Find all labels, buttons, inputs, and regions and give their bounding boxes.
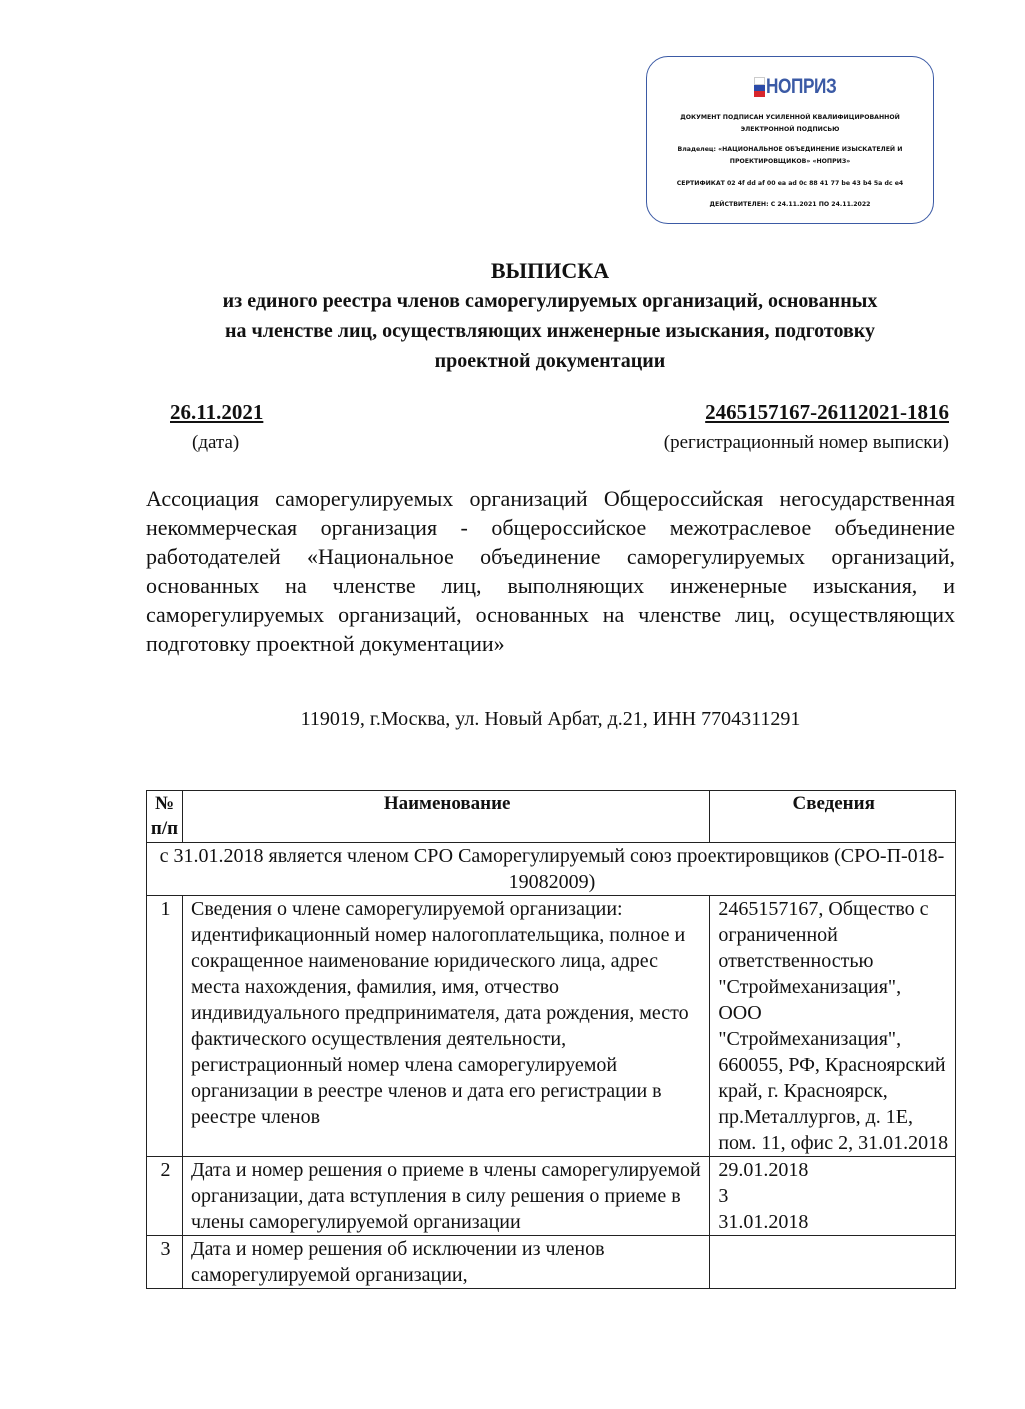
signature-stamp bbox=[646, 56, 934, 224]
decision-number: 3 bbox=[718, 1185, 729, 1207]
document-title bbox=[120, 256, 980, 376]
nopriz-logo bbox=[754, 74, 852, 100]
logo-text: НОПРИЗ bbox=[766, 75, 837, 98]
stamp-certificate: СЕРТИФИКАТ 02 4f dd af 00 ea ad 0c 88 41 77 be 43 b4 5a dc e4 bbox=[676, 180, 904, 187]
organization-name: Ассоциация саморегулируемых организаций Общероссийская негосударственная некоммерческая организация - общероссийское межотраслевое объединение работодателей «Национальное объединение саморегулируемых организаций, основанных на членстве лиц, выполняющих инженерные изыскания, и саморегулируемых организаций, основанных на членстве лиц, осуществляющих подготовку проектной документации» bbox=[146, 486, 955, 656]
title-main: ВЫПИСКА bbox=[490, 258, 610, 283]
header-info: Сведения bbox=[710, 791, 956, 843]
membership-text: с 31.01.2018 является членом СРО Саморегулируемый союз проектировщиков (СРО-П-018-19082009) bbox=[147, 843, 956, 896]
header-name: Наименование bbox=[183, 791, 710, 843]
decision-date: 29.01.2018 bbox=[718, 1159, 809, 1181]
organization-address: 119019, г.Москва, ул. Новый Арбат, д.21, ИНН 7704311291 bbox=[300, 708, 801, 730]
registry-table bbox=[146, 790, 956, 1289]
effective-date: 31.01.2018 bbox=[718, 1211, 809, 1233]
row-number: 1 bbox=[147, 896, 183, 1157]
row-number: 2 bbox=[147, 1157, 183, 1236]
table-row bbox=[147, 1236, 956, 1289]
title-line-1: из единого реестра членов саморегулируемых организаций, основанных bbox=[222, 290, 878, 312]
flag-icon bbox=[754, 77, 765, 97]
stamp-line-2: ЭЛЕКТРОННОЙ ПОДПИСЬЮ bbox=[740, 126, 840, 133]
header-num: № п/п bbox=[147, 791, 183, 843]
title-line-3: проектной документации bbox=[434, 350, 666, 372]
stamp-validity: ДЕЙСТВИТЕЛЕН: С 24.11.2021 ПО 24.11.2022 bbox=[709, 201, 871, 208]
date-caption: (дата) bbox=[192, 432, 240, 453]
table-row bbox=[147, 1157, 956, 1236]
row-name: Дата и номер решения о приеме в члены саморегулируемой организации, дата вступления в силу решения о приеме в члены саморегулируемой организации bbox=[183, 1157, 710, 1236]
stamp-owner-line-1: Владелец: «НАЦИОНАЛЬНОЕ ОБЪЕДИНЕНИЕ ИЗЫСКАТЕЛЕЙ И bbox=[677, 146, 903, 153]
row-name: Сведения о члене саморегулируемой организации: идентификационный номер налогоплательщика, полное и сокращенное наименование юридического лица, адрес места нахождения, фамилия, имя, отчество индивидуального предпринимателя, дата рождения, место фактического осуществления деятельности, регистрационный номер члена саморегулируемой организации в реестре членов и дата его регистрации в реестре членов bbox=[183, 896, 710, 1157]
row-info bbox=[710, 1236, 956, 1289]
registration-caption: (регистрационный номер выписки) bbox=[663, 432, 949, 453]
row-name: Дата и номер решения об исключении из членов саморегулируемой организации, bbox=[183, 1236, 710, 1289]
membership-row bbox=[147, 843, 956, 896]
row-info: 2465157167, Общество с ограниченной ответственностью "Строймеханизация", ООО "Строймеханизация", 660055, РФ, Красноярский край, г. Красноярск, пр.Металлургов, д. 1Е, пом. 11, офис 2, 31.01.2018 bbox=[710, 896, 956, 1157]
stamp-owner-line-2: ПРОЕКТИРОВЩИКОВ» «НОПРИЗ» bbox=[729, 158, 851, 165]
registration-number: 2465157167-26112021-1816 bbox=[705, 400, 949, 424]
row-number: 3 bbox=[147, 1236, 183, 1289]
row-info bbox=[710, 1157, 956, 1236]
stamp-line-1: ДОКУМЕНТ ПОДПИСАН УСИЛЕННОЙ КВАЛИФИЦИРОВАННОЙ bbox=[680, 114, 900, 121]
table-row bbox=[147, 896, 956, 1157]
extract-date: 26.11.2021 bbox=[170, 400, 264, 424]
table-header-row bbox=[147, 791, 956, 843]
title-line-2: на членстве лиц, осуществляющих инженерные изыскания, подготовку bbox=[225, 320, 875, 342]
